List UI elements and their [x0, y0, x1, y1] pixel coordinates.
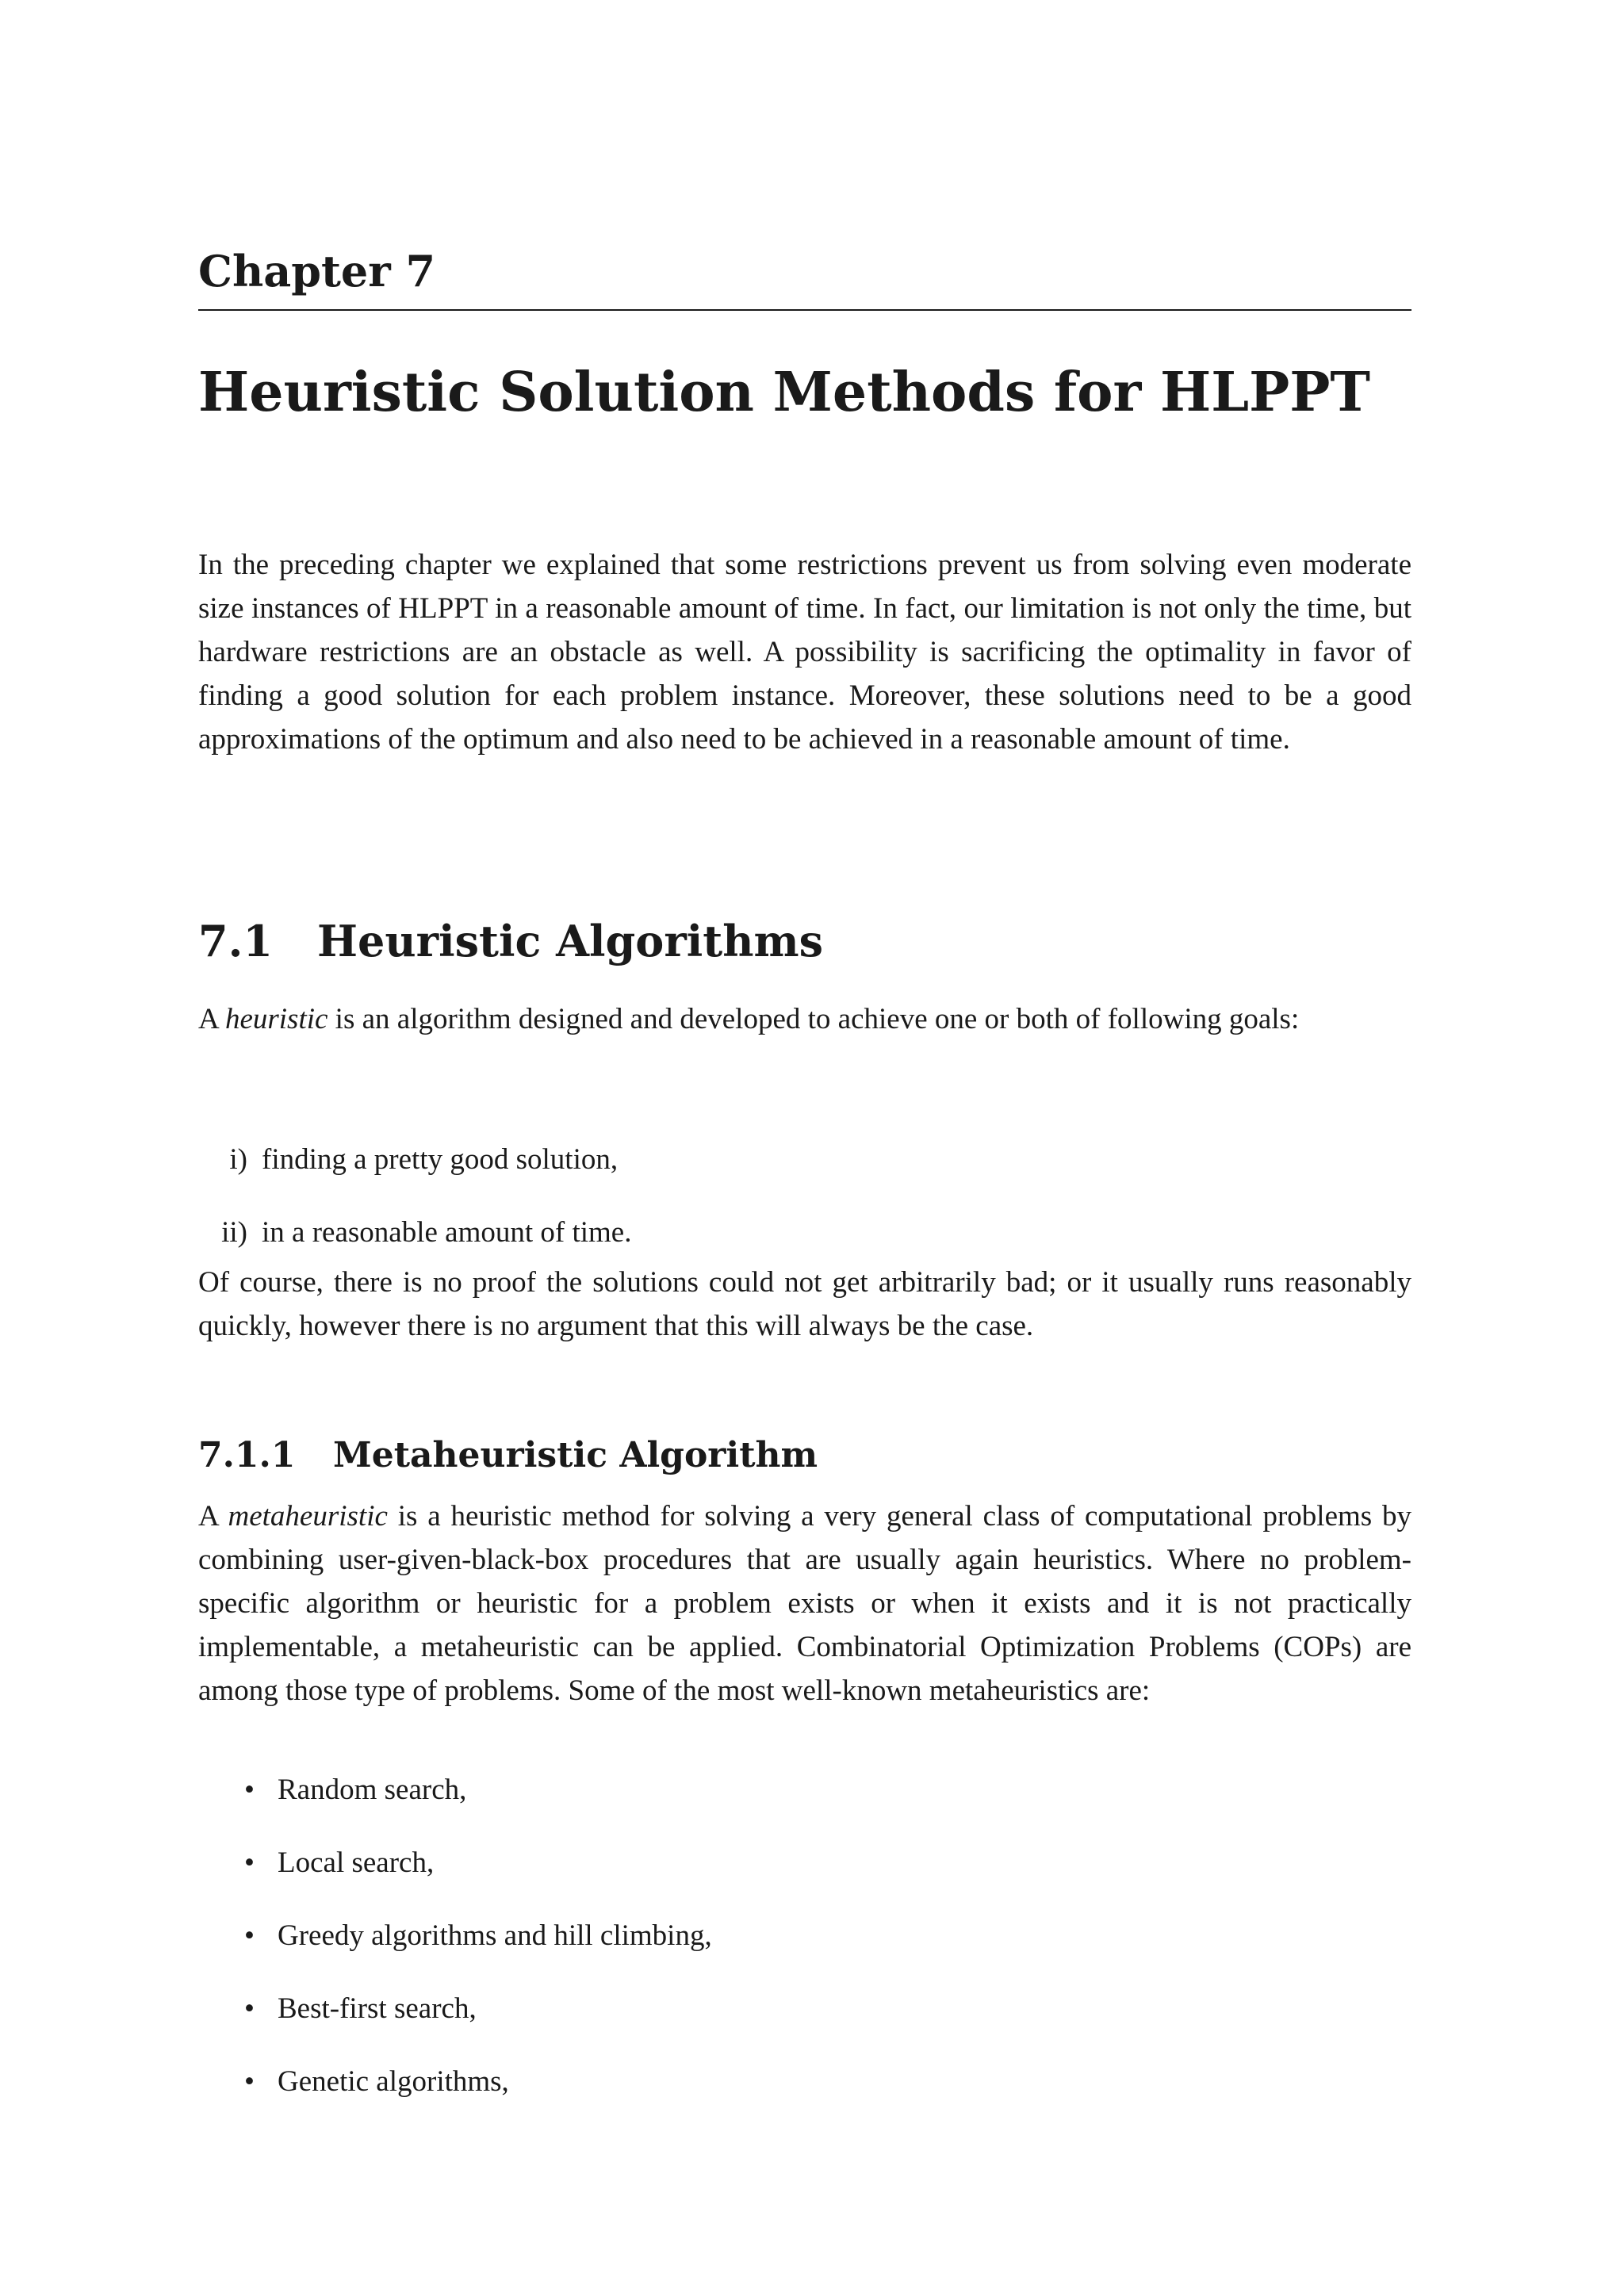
bullet-icon: •	[244, 1774, 255, 1806]
metaheuristic-definition-paragraph	[198, 1494, 1411, 1712]
metaheuristic-para-rest: is a heuristic method for solving a very general class of computational problems by combining user-given-black-box procedures that are usually again heuristics. Where no problem-specific algorithm or heuristic for a problem exists or when it exists and it is not practically implementable, a metaheuristic can be applied. Combinatorial Optimization Problems (COPs) are among those type of problems. Some of the most well-known metaheuristics are:	[198, 1500, 1412, 1707]
list-item	[198, 1841, 1411, 1914]
heuristic-para-start: A	[198, 1003, 225, 1035]
heuristic-term: heuristic	[224, 1003, 328, 1035]
list-item-text: Best-first search,	[278, 1992, 477, 2025]
list-item-text: Greedy algorithms and hill climbing,	[278, 1919, 712, 1952]
list-item-text: Genetic algorithms,	[278, 2065, 509, 2098]
chapter-title: Heuristic Solution Methods for HLPPT	[198, 361, 1370, 424]
goal-text: finding a pretty good solution,	[262, 1143, 619, 1176]
metaheuristics-list	[198, 1768, 1411, 2133]
section-heading	[198, 916, 823, 966]
goal-marker: i)	[229, 1143, 247, 1176]
bullet-icon: •	[244, 1992, 255, 2025]
list-item-text: Local search,	[278, 1846, 435, 1879]
chapter-label: Chapter 7	[198, 246, 436, 297]
list-item	[198, 1768, 1411, 1841]
list-item	[198, 2060, 1411, 2133]
intro-paragraph: In the preceding chapter we explained that some restrictions prevent us from solving even moderate size instances of HLPPT in a reasonable amount of time. In fact, our limitation is not only the time, but hardware restrictions are an obstacle as well. A possibility is sacrificing the optimality in favor of finding a good solution for each problem instance. Moreover, these solutions need to be a good approximations of the optimum and also need to be achieved in a reasonable amount of time.	[198, 549, 1411, 756]
goal-marker: ii)	[221, 1216, 247, 1249]
list-item	[198, 1987, 1411, 2060]
goal-text: in a reasonable amount of time.	[262, 1216, 632, 1249]
caveat-paragraph: Of course, there is no proof the solutions could not get arbitrarily bad; or it usually runs reasonably quickly, however there is no argument that this will always be the case.	[198, 1266, 1411, 1342]
heuristic-para-rest: is an algorithm designed and developed to achieve one or both of following goals:	[327, 1003, 1300, 1035]
list-item	[198, 1914, 1411, 1987]
metaheuristic-term: metaheuristic	[228, 1500, 388, 1533]
section-number: 7.1	[198, 916, 273, 966]
bullet-icon: •	[244, 2065, 255, 2098]
subsection-heading	[198, 1433, 818, 1478]
subsection-number: 7.1.1	[198, 1435, 296, 1475]
bullet-icon: •	[244, 1846, 255, 1879]
chapter-rule	[198, 309, 1411, 311]
subsection-title: Metaheuristic Algorithm	[333, 1435, 818, 1475]
list-item-text: Random search,	[278, 1774, 467, 1806]
goal-item	[198, 1138, 1411, 1211]
section-title: Heuristic Algorithms	[317, 916, 824, 966]
bullet-icon: •	[244, 1919, 255, 1952]
metaheuristic-para-start: A	[198, 1500, 228, 1533]
heuristic-definition-paragraph	[198, 997, 1411, 1041]
